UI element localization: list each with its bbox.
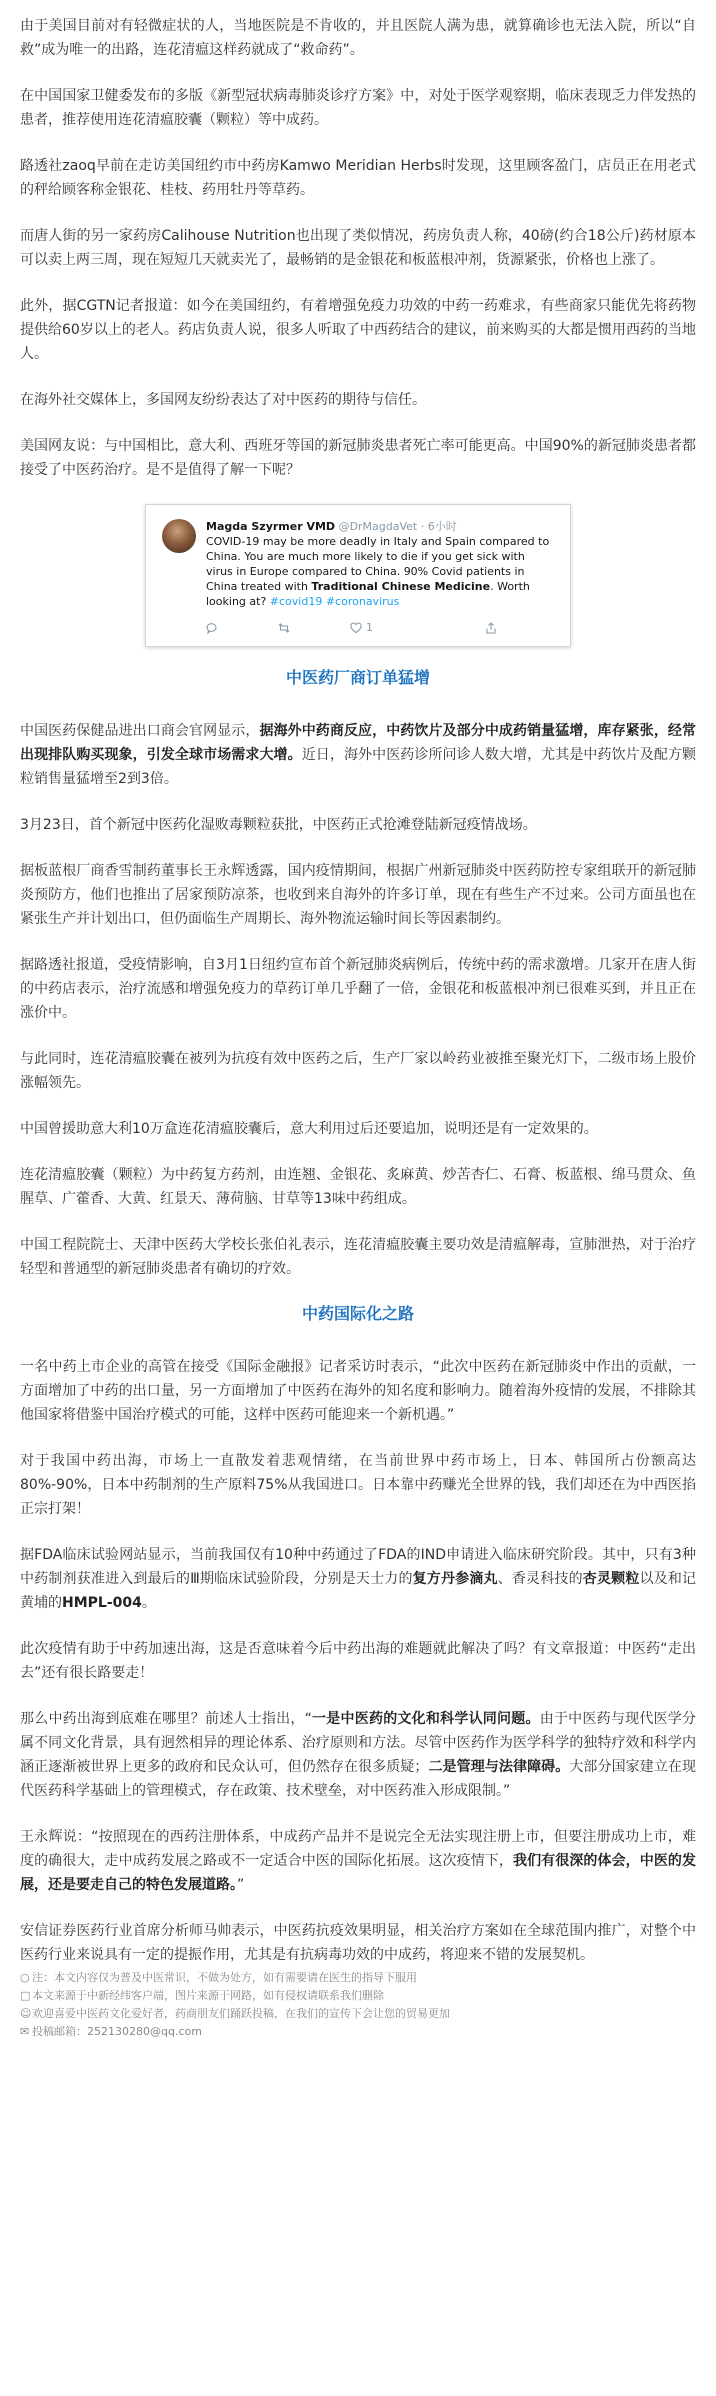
paragraph: 对于我国中药出海，市场上一直散发着悲观情绪，在当前世界中药市场上，日本、韩国所占份额高达80%-90%，日本中药制剂的生产原料75%从我国进口。日本靠中药赚光全世界的钱，我们却还在为中西医掐正宗打架！	[20, 1453, 696, 1517]
footer-text: 本文来源于中新经纬客户端，图片来源于网路，如有侵权请联系我们删除	[32, 1989, 384, 2002]
paragraph: 此外，据CGTN记者报道：如今在美国纽约，有着增强免疫力功效的中药一药难求，有些商家只能优先将药物提供给60岁以上的老人。药店负责人说，很多人听取了中西药结合的建议，前来购买的大都是惯用西药的当地人。	[20, 298, 696, 362]
paragraph: 而唐人街的另一家药房Calihouse Nutrition也出现了类似情况，药房负责人称，40磅(约合18公斤)药材原本可以卖上两三周，现在短短几天就卖光了，最畅销的是金银花和板蓝根冲剂，货源紧张，价格也上涨了。	[20, 228, 696, 268]
footer-note	[20, 2023, 696, 2041]
bold-text: 据海外中药商反应，中药饮片及部分中成药销量猛增，库存紧张，经常出现排队购买现象，引发全球市场需求大增。	[20, 723, 697, 763]
text-run: 由于中医药与现代医学分属不同文化背景，具有迥然相异的理论体系、治疗原则和方法。尽管中医药作为医学科学的独特疗效和科学内涵正逐渐被世界上更多的政府和民众认可，但仍然存在很多质疑；	[20, 1711, 697, 1775]
text-run: ”	[237, 1877, 245, 1893]
paragraph: 一名中药上市企业的高管在接受《国际金融报》记者采访时表示，“此次中医药在新冠肺炎中作出的贡献，一方面增加了中药的出口量，另一方面增加了中医药在海外的知名度和影响力。随着海外疫情的发展，不排除其他国家将借鉴中国治疗模式的可能，这样中医药可能迎来一个新机遇。”	[20, 1359, 696, 1423]
like-button[interactable]	[350, 621, 429, 634]
bold-text: 二是管理与法律障碍。	[428, 1759, 570, 1775]
paragraph: 与此同时，连花清瘟胶囊在被列为抗疫有效中医药之后，生产厂家以岭药业被推至聚光灯下，二级市场上股价涨幅领先。	[20, 1051, 696, 1091]
footer-note	[20, 2005, 696, 2023]
text-run: 、香灵科技的	[497, 1571, 583, 1587]
bold-text: 一是中医药的文化和科学认同问题。	[311, 1711, 540, 1727]
square-icon: □	[20, 1989, 31, 2002]
paragraph	[20, 1707, 696, 1803]
mail-icon: ✉	[20, 2025, 30, 2038]
text-run: 王永辉说：“按照现在的西药注册体系，中成药产品并不是说完全无法实现注册上市，但要注册成功上市，难度的确很大，走中成药发展之路或不一定适合中医的国际化拓展。这次疫情下，	[20, 1829, 696, 1869]
smile-icon: ☺	[20, 2007, 32, 2020]
paragraph	[20, 1825, 696, 1897]
bold-text: 杏灵颗粒	[582, 1571, 640, 1587]
paragraph: 此次疫情有助于中药加速出海，这是否意味着今后中药出海的难题就此解决了吗？有文章报道：中医药“走出去”还有很长路要走！	[20, 1641, 696, 1681]
tweet-embed-wrapper	[20, 504, 696, 647]
tweet-actions	[206, 621, 554, 634]
footer-text: 欢迎喜爱中医药文化爱好者，药商朋友们踊跃投稿，在我们的宣传下会让您的贸易更加	[32, 2007, 450, 2020]
tweet-text-bold: Traditional Chinese Medicine	[311, 580, 491, 593]
hashtag-link[interactable]: #covid19	[269, 595, 323, 608]
paragraph	[20, 1543, 696, 1615]
avatar[interactable]	[162, 519, 196, 553]
hashtag-link[interactable]: #coronavirus	[325, 595, 400, 608]
text-run: 大部分国家建立在现代医药科学基础上的管理模式，存在政策、技术壁垒，对中医药准入形成限制。”	[20, 1759, 697, 1799]
bold-text: HMPL-004	[62, 1595, 142, 1611]
circle-icon: ○	[20, 1971, 30, 1984]
text-run: 据FDA临床试验网站显示，当前我国仅有10种中药通过了FDA的IND申请进入临床研究阶段。其中，只有3种中药制剂获准进入到最后的Ⅲ期临床试验阶段，分别是天士力的	[20, 1547, 696, 1587]
text-run: 以及和记黄埔的	[20, 1571, 697, 1611]
section-title: 中医药厂商订单猛增	[285, 668, 430, 687]
paragraph: 路透社zaoq早前在走访美国纽约市中药房Kamwo Meridian Herbs时发现，这里顾客盈门，店员正在用老式的秤给顾客称金银花、桂枝、药用牡丹等草药。	[20, 158, 696, 198]
paragraph: 在海外社交媒体上，多国网友纷纷表达了对中医药的期待与信任。	[20, 392, 426, 408]
footer-note	[20, 1987, 696, 2005]
text-run: 中国医药保健品进出口商会官网显示，	[20, 723, 260, 739]
tweet-body	[206, 519, 554, 609]
tweet-card[interactable]	[145, 504, 571, 647]
paragraph	[20, 719, 696, 791]
footer-text: 注：本文内容仅为普及中医常识，不做为处方，如有需要请在医生的指导下服用	[32, 1971, 417, 1984]
tweet-text-after: . Worth looking at?	[206, 580, 530, 608]
tweet-text-main: COVID-19 may be more deadly in Italy and Spain compared to China. You are much more likely to die if you get sick with virus in Europe compared to China. 90% Covid patients in China treated with	[206, 535, 550, 593]
paragraph: 连花清瘟胶囊（颗粒）为中药复方药剂，由连翘、金银花、炙麻黄、炒苦杏仁、石膏、板蓝根、绵马贯众、鱼腥草、广藿香、大黄、红景天、薄荷脑、甘草等13味中药组成。	[20, 1167, 696, 1207]
like-count: 1	[366, 621, 373, 634]
paragraph: 据板蓝根厂商香雪制药董事长王永辉透露，国内疫情期间，根据广州新冠肺炎中医药防控专家组联开的新冠肺炎预防方，他们也推出了居家预防凉茶，也收到来自海外的许多订单，现在有些生产不过来。公司方面虽也在紧张生产并计划出口，但仍面临生产周期长、海外物流运输时间长等因素制约。	[20, 863, 696, 927]
tweet-header	[162, 519, 554, 609]
text-run: 那么中药出海到底难在哪里？前述人士指出，“	[20, 1711, 312, 1727]
text-run: 近日，海外中医药诊所问诊人数大增，尤其是中药饮片及配方颗粒销售量猛增至2到3倍。	[20, 747, 696, 787]
paragraph: 中国曾援助意大利10万盒连花清瘟胶囊后，意大利用过后还要追加，说明还是有一定效果的。	[20, 1121, 598, 1137]
paragraph: 美国网友说：与中国相比，意大利、西班牙等国的新冠肺炎患者死亡率可能更高。中国90%的新冠肺炎患者都接受了中医药治疗。是不是值得了解一下呢？	[20, 438, 696, 478]
bold-text: 复方丹参滴丸	[412, 1571, 498, 1587]
footer-note	[20, 1969, 696, 1987]
tweet-author-name[interactable]: Magda Szyrmer VMD	[206, 520, 336, 533]
paragraph: 安信证券医药行业首席分析师马帅表示，中医药抗疫效果明显，相关治疗方案如在全球范围内推广，对整个中医药行业来说具有一定的提振作用，尤其是有抗病毒功效的中成药，将迎来不错的发展契机。	[20, 1923, 696, 1963]
paragraph: 中国工程院院士、天津中医药大学校长张伯礼表示，连花清瘟胶囊主要功效是清瘟解毒，宣肺泄热，对于治疗轻型和普通型的新冠肺炎患者有确切的疗效。	[20, 1237, 696, 1277]
text-run: 。	[141, 1595, 156, 1611]
paragraph: 在中国国家卫健委发布的多版《新型冠状病毒肺炎诊疗方案》中，对处于医学观察期，临床表现乏力伴发热的患者，推荐使用连花清瘟胶囊（颗粒）等中成药。	[20, 88, 696, 128]
bold-text: 我们有很深的体会，中医的发展，还是要走自己的特色发展道路。	[20, 1853, 697, 1893]
heart-icon	[350, 622, 362, 634]
section-title: 中药国际化之路	[301, 1304, 414, 1323]
paragraph: 由于美国目前对有轻微症状的人，当地医院是不肯收的，并且医院人满为患，就算确诊也无法入院，所以“自救”成为唯一的出路，连花清瘟这样药就成了“救命药”。	[20, 18, 696, 58]
share-icon[interactable]	[485, 621, 501, 634]
paragraph: 据路透社报道，受疫情影响，自3月1日纽约宣布首个新冠肺炎病例后，传统中药的需求激增。几家开在唐人街的中药店表示，治疗流感和增强免疫力的草药订单几乎翻了一倍，金银花和板蓝根冲剂已很难买到，并且正在涨价中。	[20, 957, 696, 1021]
tweet-text	[206, 534, 554, 609]
tweet-author-handle: @DrMagdaVet · 6小时	[338, 520, 457, 533]
contact-email[interactable]: 投稿邮箱：252130280@qq.com	[32, 2025, 202, 2038]
retweet-icon[interactable]	[278, 621, 294, 634]
paragraph: 3月23日，首个新冠中医药化湿败毒颗粒获批，中医药正式抢滩登陆新冠疫情战场。	[20, 817, 537, 833]
reply-icon[interactable]	[206, 621, 222, 634]
